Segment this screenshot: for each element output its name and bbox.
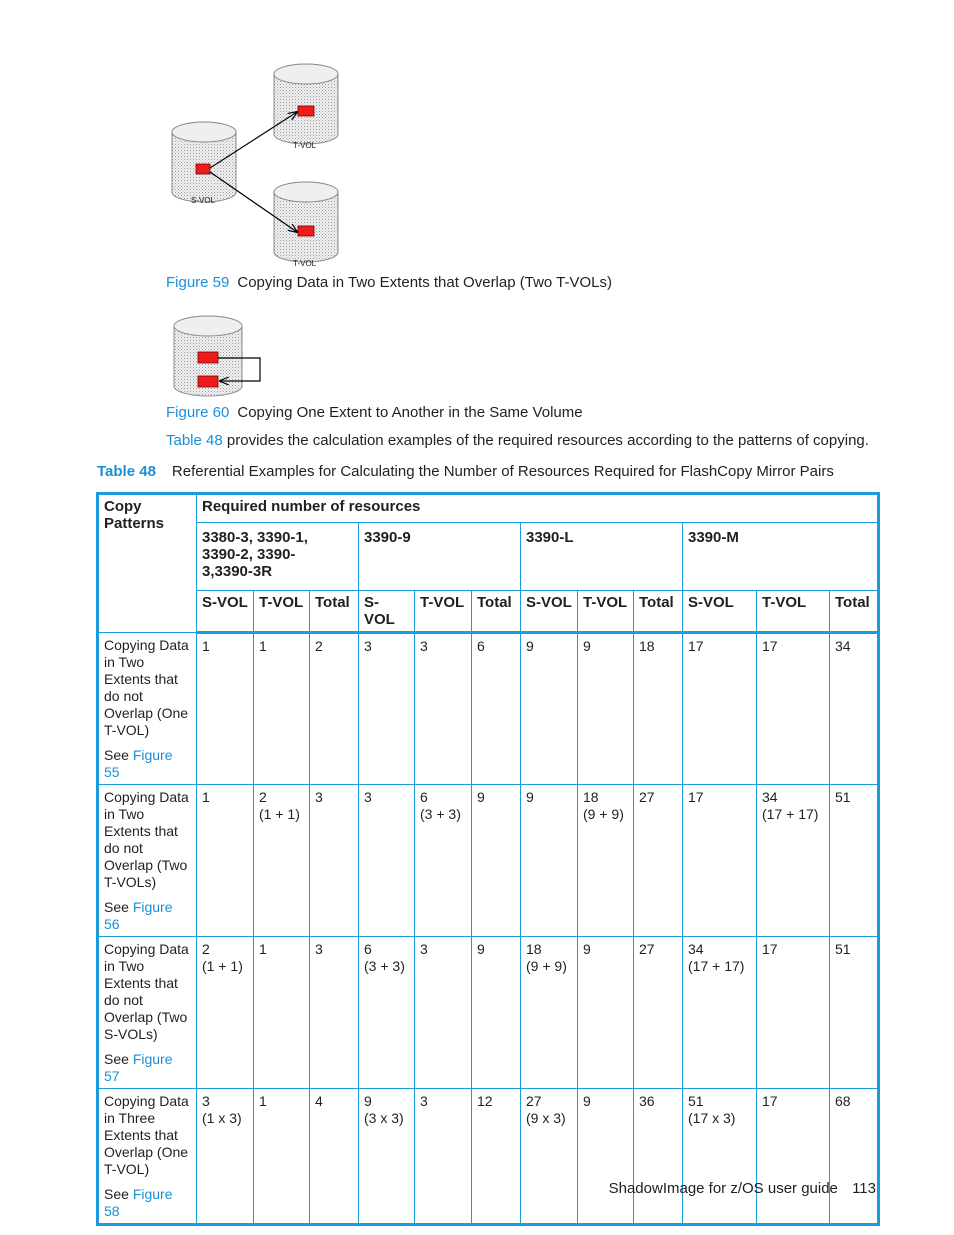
value-cell <box>757 633 830 785</box>
value-number: 9 <box>583 638 591 654</box>
see-label: See <box>104 747 129 763</box>
header-row-2 <box>98 523 879 591</box>
subhead: T-VOL <box>254 591 310 633</box>
value-number: 9 <box>583 941 591 957</box>
intro-text: provides the calculation examples of the required resources according to the patterns of copying. <box>222 432 869 449</box>
figure59-caption <box>166 274 612 291</box>
value-number: 18 <box>526 941 542 957</box>
figure59-diagram <box>160 60 360 270</box>
value-cell <box>830 785 879 937</box>
value-number: 3 <box>202 1093 210 1109</box>
subhead: Total <box>634 591 683 633</box>
value-cell <box>578 937 634 1089</box>
value-cell <box>415 1089 472 1225</box>
value-cell <box>683 1089 757 1225</box>
value-formula: (3 + 3) <box>364 958 405 974</box>
figure59-label: Figure 59 <box>166 274 230 291</box>
table-row <box>98 785 879 937</box>
see-reference <box>104 747 191 781</box>
subhead: S-VOL <box>197 591 254 633</box>
value-cell <box>472 937 521 1089</box>
value-cell <box>830 633 879 785</box>
table-row <box>98 937 879 1089</box>
header-required: Required number of resources <box>197 494 879 523</box>
value-cell <box>415 633 472 785</box>
value-formula: (9 + 9) <box>583 806 624 822</box>
figure59-title: Copying Data in Two Extents that Overlap (Two T-VOLs) <box>237 274 612 291</box>
value-number: 17 <box>762 638 778 654</box>
header-group-3390-9: 3390-9 <box>359 523 521 591</box>
value-cell <box>197 937 254 1089</box>
value-formula: (3 x 3) <box>364 1110 404 1126</box>
value-number: 17 <box>688 638 704 654</box>
see-reference <box>104 899 191 933</box>
value-number: 3 <box>420 1093 428 1109</box>
value-number: 1 <box>259 941 267 957</box>
value-cell <box>359 937 415 1089</box>
value-cell <box>521 785 578 937</box>
pattern-cell <box>98 937 197 1089</box>
value-number: 51 <box>835 789 851 805</box>
value-number: 6 <box>477 638 485 654</box>
resources-table <box>96 492 880 1226</box>
value-cell <box>757 785 830 937</box>
table48-label: Table 48 <box>97 463 156 480</box>
pattern-text: Copying Data in Two Extents that do not Overlap (One T-VOL) <box>104 637 189 738</box>
figure-link[interactable]: Figure 56 <box>104 899 173 932</box>
table-body <box>98 633 879 1225</box>
value-cell <box>634 937 683 1089</box>
value-cell <box>683 937 757 1089</box>
header-group-3390-m: 3390-M <box>683 523 879 591</box>
value-cell <box>310 785 359 937</box>
svol-extent-block <box>196 164 210 174</box>
value-cell <box>578 633 634 785</box>
value-cell <box>830 937 879 1089</box>
figure60-label: Figure 60 <box>166 404 230 421</box>
table48-link[interactable]: Table 48 <box>166 432 223 449</box>
see-reference <box>104 1186 191 1220</box>
footer-guide-title: ShadowImage for z/OS user guide <box>608 1180 838 1197</box>
pattern-text: Copying Data in Three Extents that Overlap (One T-VOL) <box>104 1093 189 1177</box>
tvol-bottom-extent-block <box>298 226 314 236</box>
intro-paragraph <box>166 432 869 449</box>
value-cell <box>578 1089 634 1225</box>
header-row-1 <box>98 494 879 523</box>
value-number: 3 <box>364 789 372 805</box>
value-number: 27 <box>639 789 655 805</box>
value-number: 1 <box>259 638 267 654</box>
value-cell <box>415 785 472 937</box>
subhead: T-VOL <box>578 591 634 633</box>
value-cell <box>359 785 415 937</box>
value-formula: (1 x 3) <box>202 1110 242 1126</box>
table48-caption <box>97 463 834 480</box>
value-number: 34 <box>835 638 851 654</box>
value-cell <box>254 937 310 1089</box>
value-cell <box>254 1089 310 1225</box>
value-number: 1 <box>259 1093 267 1109</box>
table-row <box>98 1089 879 1225</box>
see-label: See <box>104 1186 129 1202</box>
subhead: Total <box>310 591 359 633</box>
subhead: T-VOL <box>757 591 830 633</box>
value-formula: (3 + 3) <box>420 806 461 822</box>
value-formula: (17 + 17) <box>688 958 745 974</box>
header-group-3390-l: 3390-L <box>521 523 683 591</box>
subhead: S-VOL <box>359 591 415 633</box>
value-cell <box>472 1089 521 1225</box>
value-cell <box>359 1089 415 1225</box>
figure-link[interactable]: Figure 55 <box>104 747 173 780</box>
value-cell <box>359 633 415 785</box>
value-cell <box>197 633 254 785</box>
value-number: 27 <box>526 1093 542 1109</box>
table-row <box>98 633 879 785</box>
pattern-cell <box>98 1089 197 1225</box>
pattern-cell <box>98 633 197 785</box>
value-number: 36 <box>639 1093 655 1109</box>
tvol-top-extent-block <box>298 106 314 116</box>
see-label: See <box>104 899 129 915</box>
value-cell <box>634 633 683 785</box>
value-cell <box>830 1089 879 1225</box>
value-cell <box>254 633 310 785</box>
tvol-cylinder-top <box>274 64 338 144</box>
header-row-3 <box>98 591 879 633</box>
value-number: 17 <box>762 1093 778 1109</box>
value-number: 18 <box>639 638 655 654</box>
figure60-title: Copying One Extent to Another in the Same Volume <box>237 404 583 421</box>
table48-title: Referential Examples for Calculating the Number of Resources Required for FlashCopy Mirror Pairs <box>171 463 834 480</box>
figure-link[interactable]: Figure 57 <box>104 1051 173 1084</box>
tvol-cylinder-bottom <box>274 182 338 262</box>
value-number: 3 <box>420 638 428 654</box>
value-number: 17 <box>762 941 778 957</box>
value-cell <box>634 1089 683 1225</box>
subhead: S-VOL <box>521 591 578 633</box>
value-number: 1 <box>202 638 210 654</box>
source-extent-block <box>198 352 218 363</box>
value-cell <box>757 1089 830 1225</box>
svol-cylinder <box>172 122 236 202</box>
value-cell <box>197 785 254 937</box>
value-formula: (1 + 1) <box>202 958 243 974</box>
see-label: See <box>104 1051 129 1067</box>
value-number: 9 <box>364 1093 372 1109</box>
value-number: 9 <box>526 638 534 654</box>
pattern-text: Copying Data in Two Extents that do not Overlap (Two S-VOLs) <box>104 941 189 1042</box>
subhead: Total <box>830 591 879 633</box>
value-number: 51 <box>835 941 851 957</box>
value-cell <box>521 633 578 785</box>
value-number: 17 <box>688 789 704 805</box>
value-cell <box>683 785 757 937</box>
value-formula: (17 x 3) <box>688 1110 736 1126</box>
value-formula: (9 x 3) <box>526 1110 566 1126</box>
value-number: 18 <box>583 789 599 805</box>
value-cell <box>634 785 683 937</box>
value-number: 3 <box>315 941 323 957</box>
tvol-label-bottom: T-VOL <box>293 259 317 268</box>
value-number: 2 <box>202 941 210 957</box>
value-formula: (9 + 9) <box>526 958 567 974</box>
value-cell <box>521 1089 578 1225</box>
footer-page-number: 113 <box>852 1180 876 1197</box>
value-cell <box>310 937 359 1089</box>
value-number: 2 <box>315 638 323 654</box>
figure60-caption <box>166 404 583 421</box>
svol-label: S-VOL <box>191 196 216 205</box>
value-number: 3 <box>420 941 428 957</box>
value-number: 34 <box>688 941 704 957</box>
value-number: 9 <box>583 1093 591 1109</box>
value-cell <box>472 633 521 785</box>
value-cell <box>254 785 310 937</box>
pattern-text: Copying Data in Two Extents that do not Overlap (Two T-VOLs) <box>104 789 189 890</box>
figure-link[interactable]: Figure 58 <box>104 1186 173 1219</box>
value-number: 9 <box>526 789 534 805</box>
value-cell <box>415 937 472 1089</box>
tvol-label-top: T-VOL <box>293 141 317 150</box>
see-reference <box>104 1051 191 1085</box>
value-number: 6 <box>364 941 372 957</box>
value-cell <box>757 937 830 1089</box>
value-cell <box>472 785 521 937</box>
value-cell <box>310 633 359 785</box>
figure60-diagram <box>160 310 270 402</box>
value-number: 6 <box>420 789 428 805</box>
value-cell <box>683 633 757 785</box>
header-copy-patterns: Copy Patterns <box>98 494 197 633</box>
value-number: 9 <box>477 941 485 957</box>
subhead: S-VOL <box>683 591 757 633</box>
value-number: 3 <box>315 789 323 805</box>
subhead: T-VOL <box>415 591 472 633</box>
target-extent-block <box>198 376 218 387</box>
value-cell <box>197 1089 254 1225</box>
value-number: 9 <box>477 789 485 805</box>
page-footer <box>609 1180 876 1197</box>
subhead: Total <box>472 591 521 633</box>
header-group-3380: 3380-3, 3390-1, 3390-2, 3390-3,3390-3R <box>197 523 359 591</box>
pattern-cell <box>98 785 197 937</box>
value-cell <box>578 785 634 937</box>
value-number: 2 <box>259 789 267 805</box>
value-number: 34 <box>762 789 778 805</box>
value-number: 51 <box>688 1093 704 1109</box>
value-number: 68 <box>835 1093 851 1109</box>
value-number: 12 <box>477 1093 493 1109</box>
value-number: 4 <box>315 1093 323 1109</box>
value-cell <box>310 1089 359 1225</box>
value-number: 3 <box>364 638 372 654</box>
value-number: 27 <box>639 941 655 957</box>
value-number: 1 <box>202 789 210 805</box>
value-formula: (1 + 1) <box>259 806 300 822</box>
value-cell <box>521 937 578 1089</box>
value-formula: (17 + 17) <box>762 806 819 822</box>
